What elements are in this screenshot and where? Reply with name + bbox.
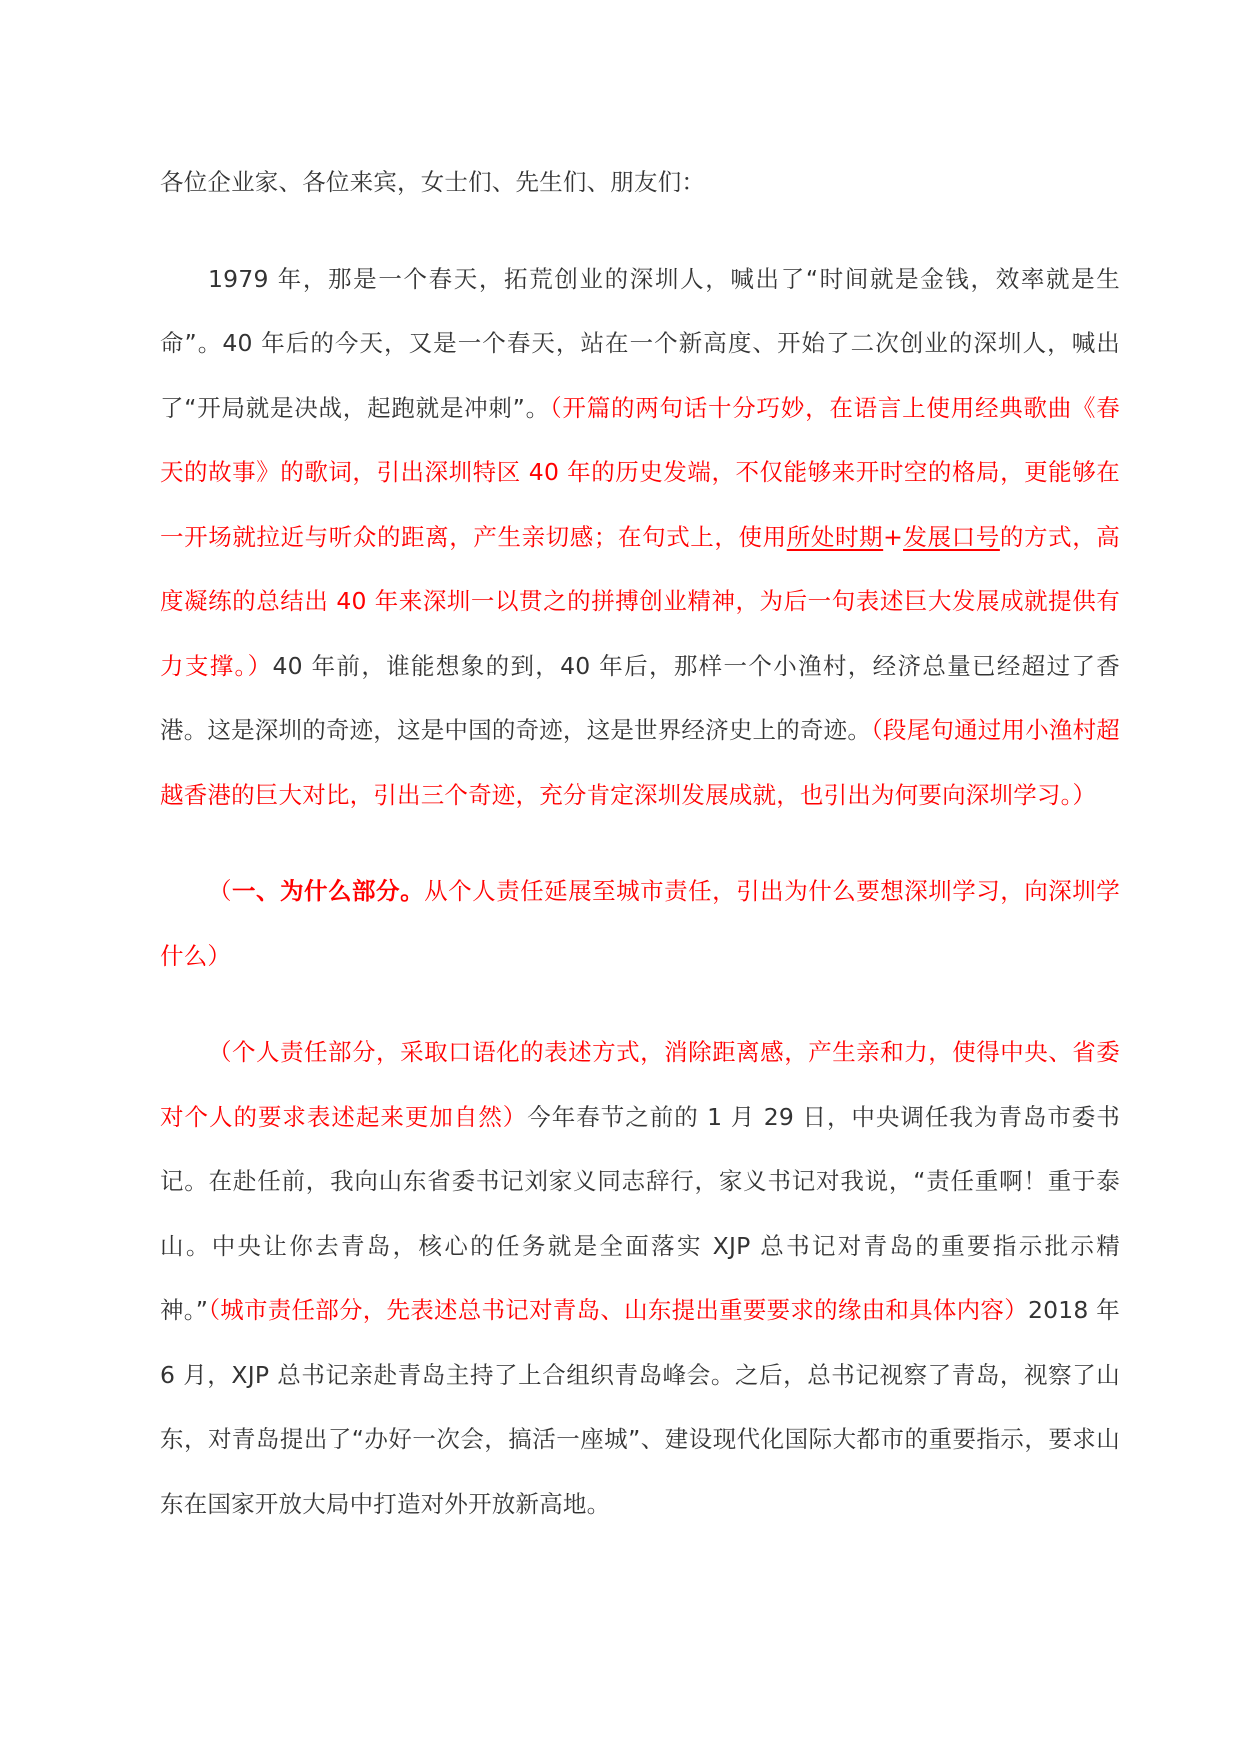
- annotation-opening: （开篇的两句话十分巧妙，在语言上使用经典歌曲《春天的故事》的歌词，引出深圳特区 40 年的历史发端，不仅能够来开时空的格局，更能够在一开场就拉近与听众的距离，产生亲切感；在句式上，使用: [160, 393, 1121, 551]
- annotation-underline-slogan: 发展口号: [903, 522, 1000, 551]
- document-page: [160, 150, 1120, 1568]
- opening-text: 1979 年，那是一个春天，拓荒创业的深圳人，喊出了“时间就是金钱，效率就是生命”。40 年后的今天，又是一个春天，站在一个新高度、开始了二次创业的深圳人，喊出了“开局就是决战，起跑就是冲刺”。: [160, 264, 1120, 422]
- achievement-text: 40 年前，谁能想象的到，40 年后，那样一个小渔村，经济总量已经超过了香港。这是深圳的奇迹，这是中国的奇迹，这是世界经济史上的奇迹。: [160, 651, 1120, 744]
- section-heading-why: [160, 859, 1120, 988]
- annotation-achievement: （段尾句通过用小渔村超越香港的巨大对比，引出三个奇迹，充分肯定深圳发展成就，也引出为何要向深圳学习。）: [160, 716, 1121, 809]
- annotation-underline-period: 所处时期: [786, 522, 884, 551]
- section-title: 一、为什么部分。: [232, 877, 425, 905]
- paragraph-responsibility: [160, 1020, 1120, 1536]
- paragraph-opening: [160, 247, 1120, 828]
- appointment-text: 今年春节之前的 1 月 29 日，中央调任我为青岛市委书记。在赴任前，我向山东省委书记刘家义同志辞行，家义书记对我说，“责任重啊！重于泰山。中央让你去青岛，核心的任务就是全面落实 XJP 总书记对青岛的重要指示批示精神。”: [160, 1102, 1120, 1324]
- annotation-plus: +: [883, 522, 904, 551]
- annotation-personal-responsibility: （个人责任部分，采取口语化的表述方式，消除距离感，产生亲和力，使得中央、省委对个人的要求表述起来更加自然）: [160, 1038, 1120, 1131]
- annotation-city-responsibility: （城市责任部分，先表述总书记对青岛、山东提出重要要求的缘由和具体内容）: [208, 1296, 1028, 1324]
- section-open-paren: （: [208, 877, 233, 905]
- greeting-line: 各位企业家、各位来宾，女士们、先生们、朋友们：: [160, 168, 706, 196]
- section-description: 从个人责任延展至城市责任，引出为什么要想深圳学习，向深圳学什么）: [160, 877, 1120, 970]
- annotation-opening-end: 的方式，高度凝练的总结出 40 年来深圳一以贯之的拼搏创业精神，为后一句表述巨大发展成就提供有力支撑。）: [160, 522, 1120, 680]
- summit-text: 2018 年 6 月，XJP 总书记亲赴青岛主持了上合组织青岛峰会。之后，总书记视察了青岛，视察了山东，对青岛提出了“办好一次会，搞活一座城”、建设现代化国际大都市的重要指示，要求山东在国家开放大局中打造对外开放新高地。: [160, 1296, 1120, 1518]
